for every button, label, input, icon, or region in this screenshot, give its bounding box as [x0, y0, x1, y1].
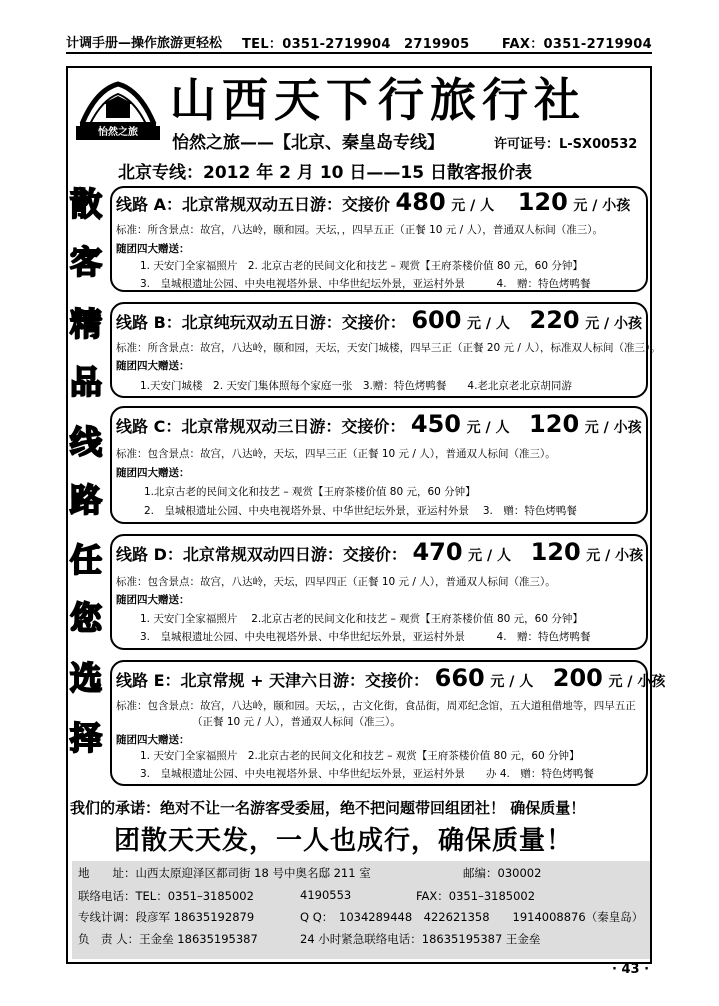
route-name: 线路 D：北京常规双动四日游：交接价：: [116, 545, 407, 564]
vertical-char: 择: [69, 719, 102, 757]
adult-price: 480: [395, 188, 446, 216]
gift-line: 3. 皇城根遗址公园、中央电视塔外景、中华世纪坛外景，亚运村外景 4. 赠：特色烤鸭餐: [140, 631, 591, 643]
route-card-a: [110, 186, 648, 292]
route-standard: 标准：所含景点：故宫，八达岭，颐和园。天坛，，四早五正（正餐 10 元 / 人），普通双人标间（准三）。: [116, 224, 603, 236]
fax: FAX：0351–3185002: [416, 889, 536, 903]
agency-name: 山西天下行旅行社: [170, 73, 586, 127]
route-title: [116, 306, 642, 334]
gift-line: 1. 天安门全家福照片 2.北京古老的民间文化和技艺 – 观赏【王府茶楼价值 80 元，60 分钟】: [140, 613, 583, 625]
slogan: 团散天天发，一人也成行，确保质量！: [114, 826, 574, 856]
gift-label: 随团四大赠送：: [116, 734, 190, 746]
child-price: 220: [529, 306, 580, 334]
route-standard: 标准：包含景点：故宫，八达岭，颐和园。天坛，，古文化街，食品街，周邓纪念馆，五大道租借地等，四早五正: [116, 700, 636, 712]
header-fax: FAX：0351-2719904: [501, 37, 652, 52]
route-card-c: [110, 406, 648, 524]
vertical-char: 您: [69, 599, 102, 637]
adult-unit: 元 / 人: [466, 420, 510, 436]
contact-box: [72, 861, 650, 959]
adult-price: 600: [411, 306, 462, 334]
route-card-e: [110, 660, 666, 786]
vertical-char: 路: [69, 481, 102, 519]
address: 地 址：山西太原迎泽区都司街 18 号中奥名邸 211 室: [78, 866, 371, 880]
gift-label: 随团四大赠送：: [116, 360, 190, 372]
child-unit: 元 / 小孩: [573, 198, 631, 214]
gift-label: 随团四大赠送：: [116, 467, 190, 479]
adult-unit: 元 / 人: [451, 198, 495, 214]
gift-line: 2. 皇城根遗址公园、中央电视塔外景、中华世纪坛外景，亚运村外景 3. 赠：特色烤鸭餐: [144, 505, 577, 517]
gift-line: 1.北京古老的民间文化和技艺 – 观赏【王府茶楼价值 80 元，60 分钟】: [144, 486, 476, 498]
child-unit: 元 / 小孩: [608, 674, 666, 690]
logo-text: 怡然之旅: [76, 126, 160, 140]
qq-numbers: Q Q： 1034289448 422621358 1914008876（秦皇岛）: [300, 910, 644, 924]
header-tel: TEL：0351-2719904 2719905: [242, 37, 470, 52]
adult-unit: 元 / 人: [467, 316, 510, 332]
vertical-char: 精: [69, 305, 102, 343]
route-name: 线路 B：北京纯玩双动五日游：交接价：: [116, 313, 406, 332]
route-title: [116, 664, 665, 692]
route-name: 线路 A：北京常规双动五日游：交接价: [116, 195, 390, 214]
child-unit: 元 / 小孩: [586, 548, 644, 564]
route-title: [116, 410, 642, 438]
vertical-char: 线: [69, 423, 102, 461]
gift-label: 随团四大赠送：: [116, 594, 190, 606]
adult-price: 450: [410, 410, 462, 438]
vertical-char: 散: [69, 185, 102, 223]
adult-unit: 元 / 人: [468, 548, 511, 564]
postcode: 邮编：030002: [463, 866, 542, 880]
adult-price: 470: [412, 538, 463, 566]
vertical-char: 选: [69, 659, 102, 697]
promise-text: 我们的承诺：绝对不让一名游客受委屈，绝不把问题带回组团社！ 确保质量！: [70, 799, 586, 817]
adult-unit: 元 / 人: [490, 674, 534, 690]
route-title: [116, 538, 643, 566]
vertical-char: 客: [69, 243, 102, 281]
child-price: 120: [530, 538, 581, 566]
emergency-phone: 24 小时紧急联络电话：18635195387 王金垒: [300, 932, 541, 946]
child-price: 120: [517, 188, 568, 216]
child-price: 120: [529, 410, 580, 438]
route-standard: 标准：所含景点：故宫，八达岭，颐和园，天坛，天安门城楼，四早三正（正餐 20 元 / 人），标准双人标间（准三）。: [116, 342, 661, 354]
child-unit: 元 / 小孩: [584, 420, 642, 436]
page-header: [66, 32, 652, 54]
route-name: 线路 C：北京常规双动三日游：交接价：: [116, 417, 406, 436]
child-price: 200: [552, 664, 603, 692]
route-standard-cont: （正餐 10 元 / 人），普通双人标间（准三）。: [192, 716, 401, 728]
manager: 负 责 人：王金垒 18635195387: [78, 932, 258, 946]
gift-line: 1. 天安门全家福照片 2. 北京古老的民间文化和技艺 – 观赏【王府茶楼价值 80 元，60 分钟】: [140, 260, 583, 272]
adult-price: 660: [434, 664, 485, 692]
gift-line: 3. 皇城根遗址公园、中央电视塔外景、中华世纪坛外景，亚运村外景 办 4. 赠：特色烤鸭餐: [140, 768, 594, 780]
price-list-title: 北京专线：2012 年 2 月 10 日——15 日散客报价表: [118, 163, 532, 183]
planner: 专线计调：段彦军 18635192879: [78, 910, 255, 924]
route-card-b: [110, 302, 661, 398]
header-left: 计调手册—操作旅游更轻松: [66, 36, 223, 51]
brand-line: 怡然之旅——【北京、秦皇岛专线】: [172, 133, 444, 153]
gift-line: 3. 皇城根遗址公园、中央电视塔外景、中华世纪坛外景，亚运村外景 4. 赠：特色烤鸭餐: [140, 278, 591, 290]
vertical-char: 品: [69, 363, 102, 401]
route-standard: 标准：包含景点：故宫，八达岭，天坛，四早三正（正餐 10 元 / 人），普通双人标间（准三）。: [116, 448, 556, 460]
phone-secondary: 4190553: [300, 888, 352, 902]
vertical-char: 任: [69, 541, 102, 579]
gift-line: 1.天安门城楼 2. 天安门集体照每个家庭一张 3.赠：特色烤鸭餐 4.老北京老北京胡同游: [140, 380, 572, 392]
license-number: 许可证号：L-SX00532: [494, 137, 638, 152]
gift-line: 1. 天安门全家福照片 2.北京古老的民间文化和技艺 – 观赏【王府茶楼价值 80 元，60 分钟】: [140, 750, 580, 762]
route-standard: 标准：包含景点：故宫，八达岭，天坛，四早四正（正餐 10 元 / 人），普通双人标间（准三）。: [116, 576, 556, 588]
page-number: · 43 ·: [612, 962, 650, 977]
phone: 联络电话：TEL：0351–3185002: [78, 889, 254, 903]
route-card-d: [110, 534, 648, 650]
child-unit: 元 / 小孩: [585, 316, 643, 332]
route-title: [116, 188, 630, 216]
gift-label: 随团四大赠送：: [116, 243, 190, 255]
route-name: 线路 E：北京常规 + 天津六日游：交接价：: [116, 671, 430, 690]
